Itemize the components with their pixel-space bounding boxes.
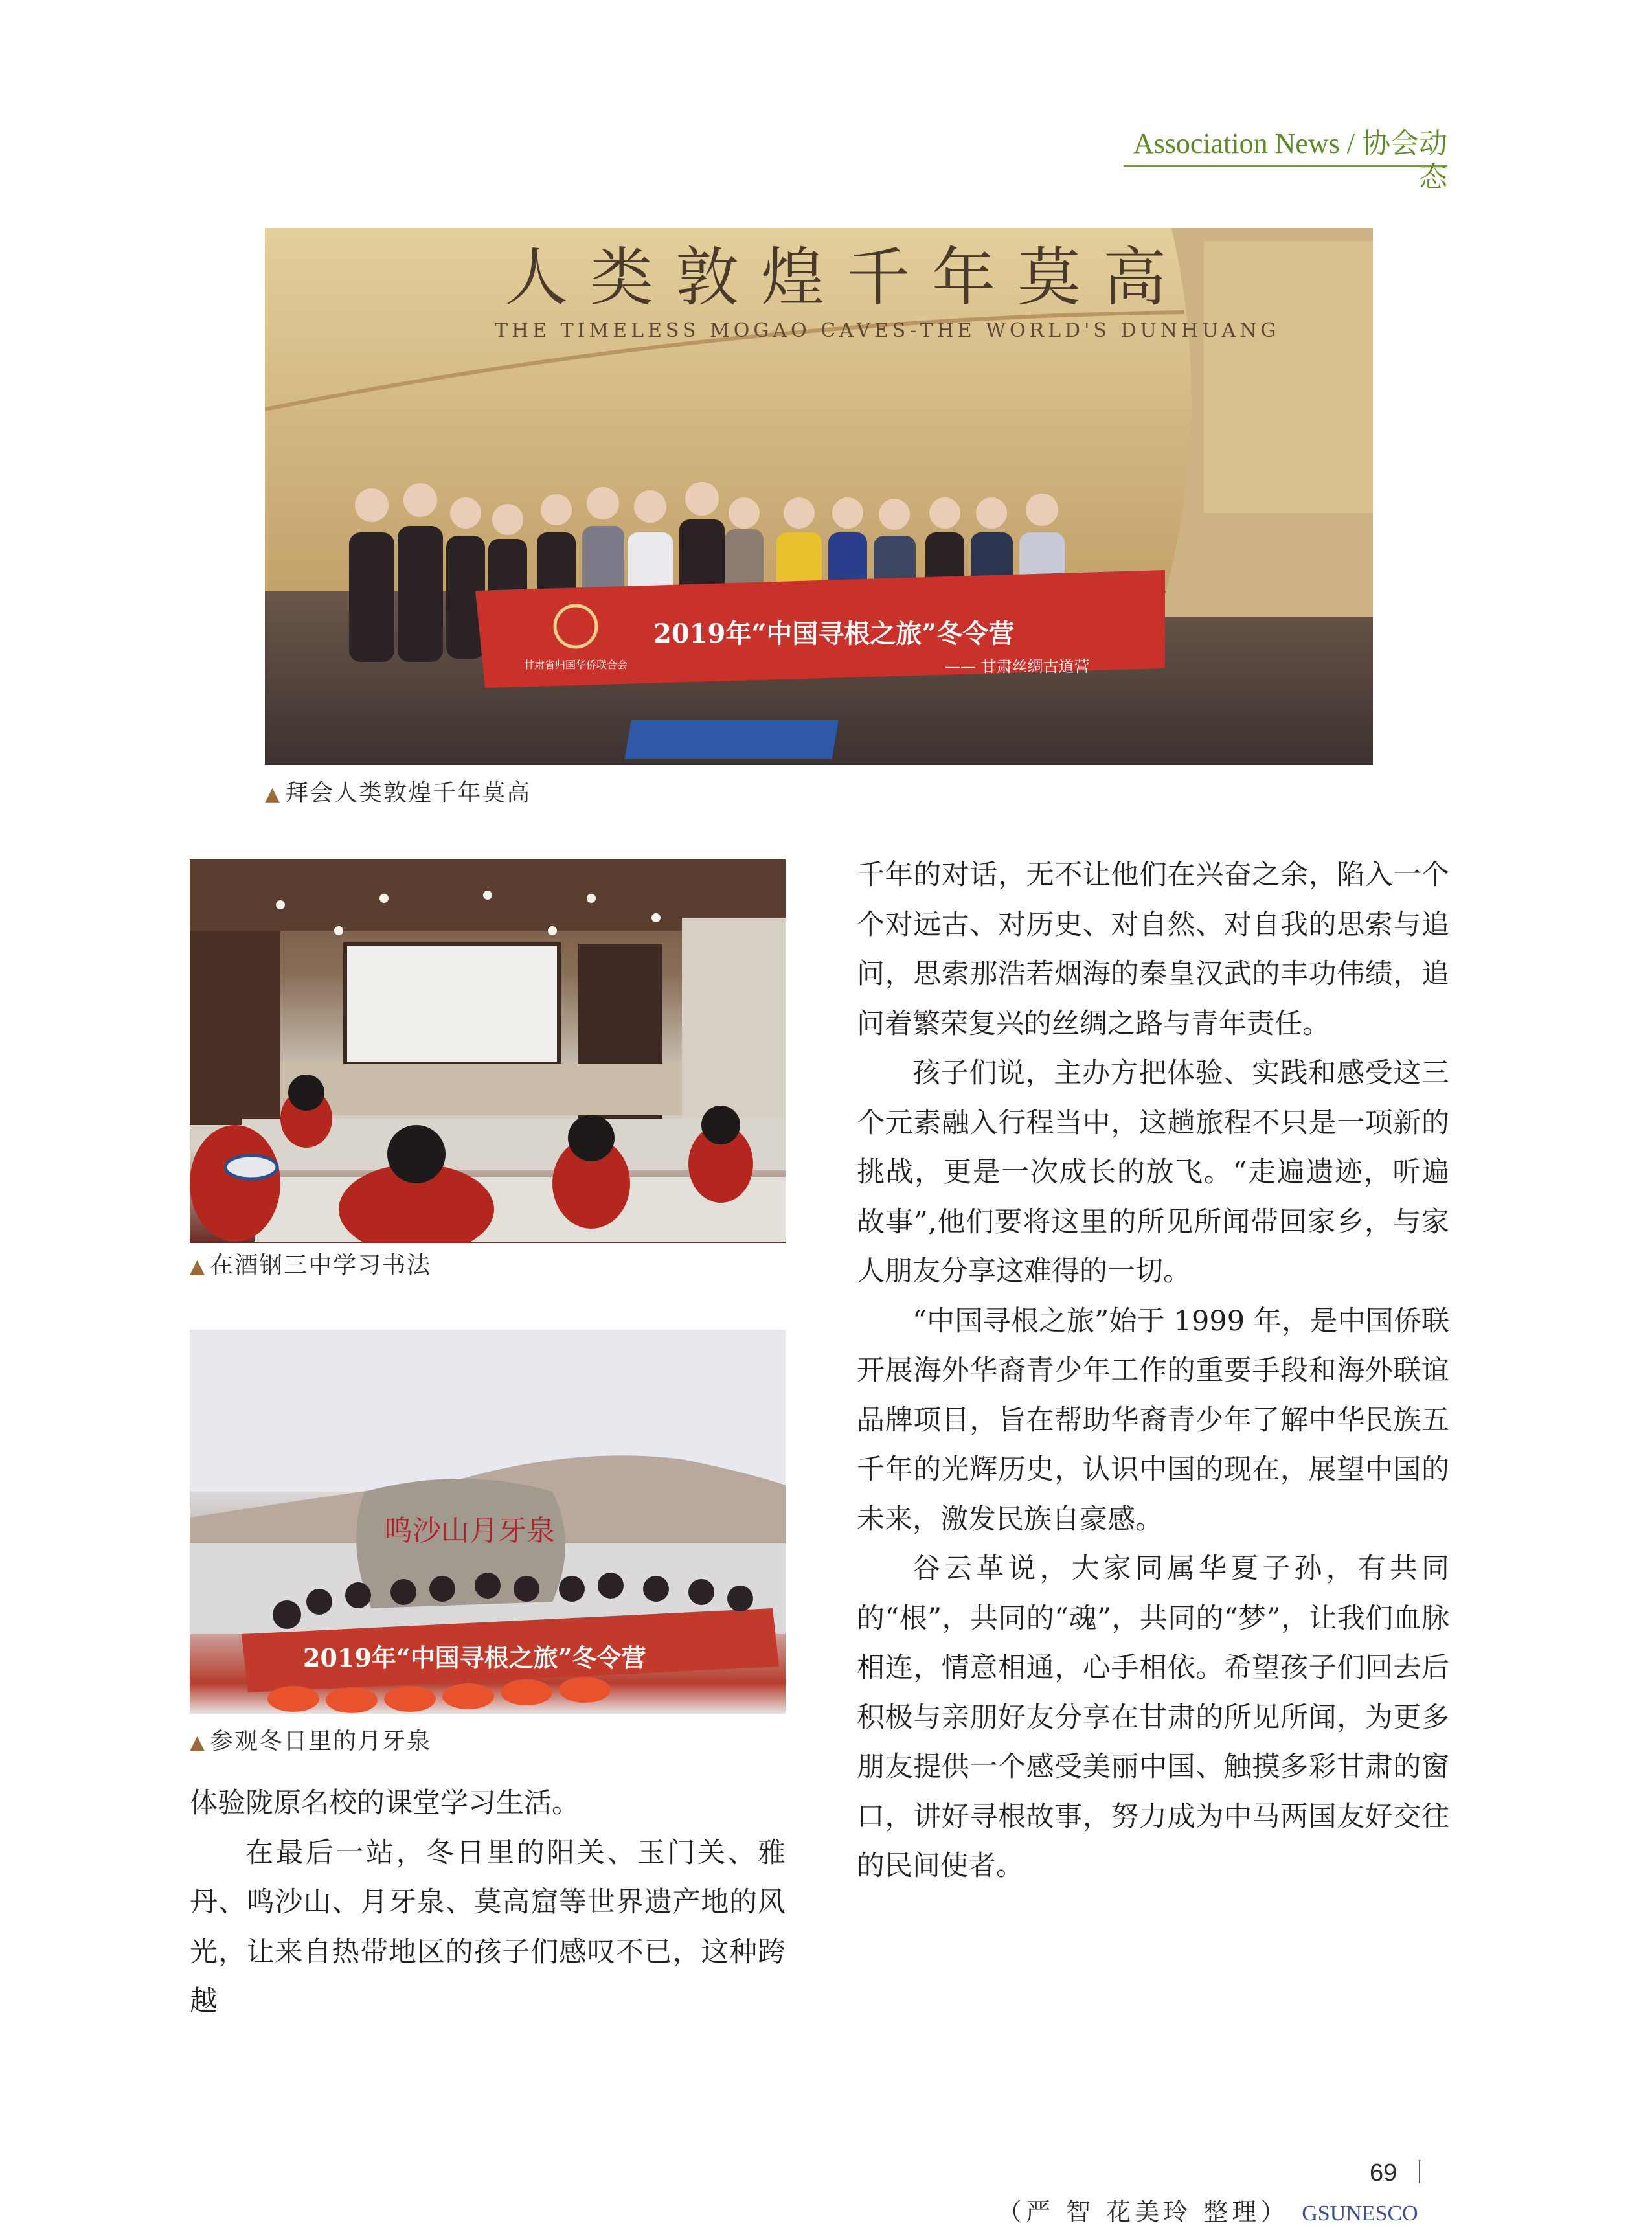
caption-triangle-icon: ▲ <box>190 1255 207 1278</box>
caption-calligraphy-text: 在酒钢三中学习书法 <box>210 1252 432 1279</box>
article-right-column <box>857 850 1449 1891</box>
caption-crescent-spring <box>190 1727 431 1757</box>
paragraph: 在最后一站，冬日里的阳关、玉门关、雅丹、鸣沙山、月牙泉、莫高窟等世界遗产地的风光，让来自热带地区的孩子们感叹不已，这种跨越 <box>190 1836 786 2018</box>
wall-title: 人类敦煌千年莫高 <box>504 241 1189 315</box>
brand-mark: GSUNESCO <box>1302 2202 1418 2225</box>
page-divider <box>1419 2160 1420 2183</box>
spring-banner-title: 2019年“中国寻根之旅”冬令营 <box>303 1643 646 1672</box>
banner-subtitle: —— 甘肃丝绸古道营 <box>945 657 1090 676</box>
banner-title: 2019年“中国寻根之旅”冬令营 <box>653 619 1015 649</box>
caption-mogao-text: 拜会人类敦煌千年莫高 <box>285 780 532 806</box>
photo-mogao-group <box>265 228 1373 765</box>
credit-text: （严 智 花美玲 整理） <box>997 2198 1289 2226</box>
caption-triangle-icon: ▲ <box>265 783 282 806</box>
paragraph: 体验陇原名校的课堂学习生活。 <box>190 1787 580 1819</box>
caption-triangle-icon: ▲ <box>190 1731 207 1754</box>
caption-mogao <box>265 779 531 809</box>
wall-subtitle: THE TIMELESS MOGAO CAVES-THE WORLD'S DUNHUANG <box>495 319 1280 342</box>
stone-inscription: 鸣沙山月牙泉 <box>384 1514 555 1547</box>
photo-crescent-spring <box>190 1330 786 1714</box>
caption-spring-text: 参观冬日里的月牙泉 <box>210 1728 432 1755</box>
paragraph: 千年的对话，无不让他们在兴奋之余，陷入一个个对远古、对历史、对自然、对自我的思索与追问，思索那浩若烟海的秦皇汉武的丰功伟绩，追问着繁荣复兴的丝绸之路与青年责任。 <box>857 859 1449 1040</box>
classroom-photo-graphic <box>190 859 786 1243</box>
spring-photo-graphic <box>190 1330 786 1714</box>
editor-credit <box>997 2196 1451 2230</box>
page-number-value: 69 <box>1370 2159 1397 2187</box>
section-header: Association News / 协会动态 <box>1124 127 1447 167</box>
banner-org: 甘肃省归国华侨联合会 <box>524 659 628 671</box>
paragraph: 谷云革说，大家同属华夏子孙，有共同的“根”，共同的“魂”，共同的“梦”，让我们血脉相连，情意相通，心手相依。希望孩子们回去后积极与亲朋好友分享在甘肃的所见所闻，为更多朋友提供一个感受美丽中国、触摸多彩甘肃的窗口，讲好寻根故事，努力成为中马两国友好交往的民间使者。 <box>857 1553 1449 1882</box>
paragraph: 孩子们说，主办方把体验、实践和感受这三个元素融入行程当中，这趟旅程不只是一项新的挑战，更是一次成长的放飞。“走遍遗迹，听遍故事”,他们要将这里的所见所闻带回家乡，与家人朋友分享这难得的一切。 <box>857 1057 1449 1288</box>
page-number <box>1370 2159 1447 2192</box>
caption-calligraphy <box>190 1251 431 1281</box>
photo-calligraphy-class <box>190 859 786 1243</box>
paragraph: “中国寻根之旅”始于 1999 年，是中国侨联开展海外华裔青少年工作的重要手段和海外联谊品牌项目，旨在帮助华裔青少年了解中华民族五千年的光辉历史，认识中国的现在，展望中国的未来，激发民族自豪感。 <box>857 1304 1449 1536</box>
mogao-photo-graphic <box>265 228 1373 765</box>
article-left-column <box>190 1779 786 2027</box>
